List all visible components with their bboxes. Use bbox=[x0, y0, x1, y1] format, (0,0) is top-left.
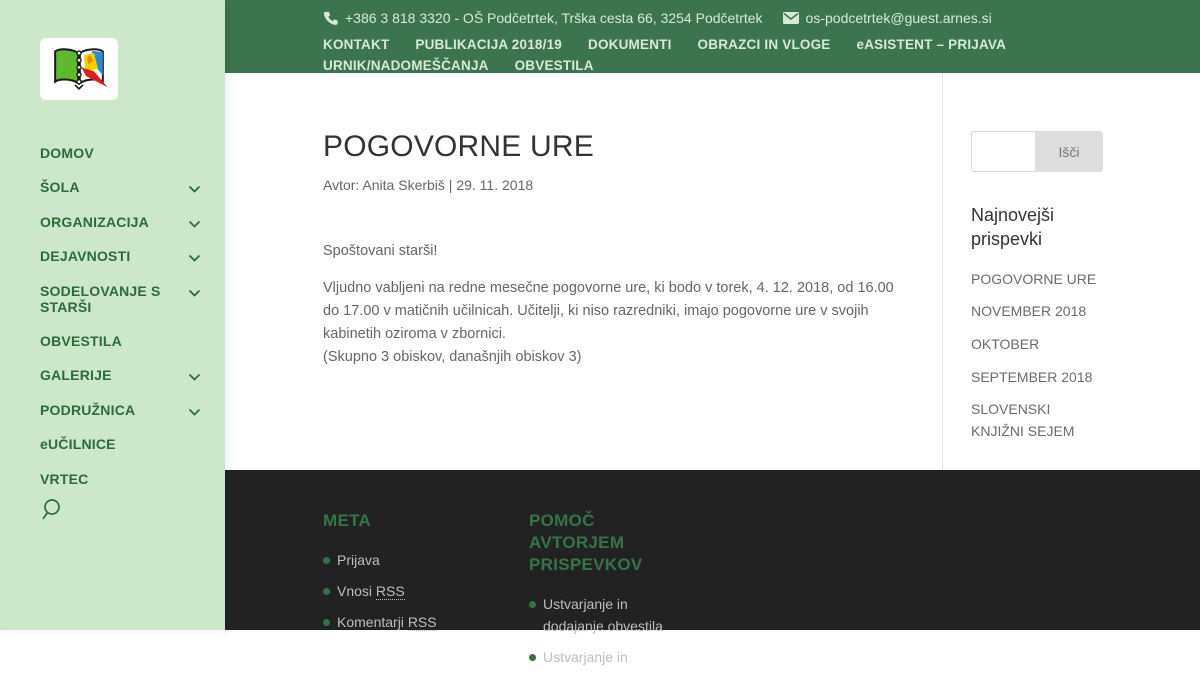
sidebar bbox=[0, 0, 225, 630]
recent-post-link[interactable]: POGOVORNE URE bbox=[971, 270, 1097, 287]
list-item bbox=[529, 593, 692, 637]
content-area bbox=[225, 73, 1200, 470]
recent-posts-list bbox=[971, 269, 1103, 443]
top-menu-urnik-nadomescanja[interactable]: URNIK/NADOMEŠČANJA bbox=[323, 58, 489, 73]
chevron-down-icon bbox=[188, 370, 201, 385]
phone-contact bbox=[323, 10, 763, 26]
footer-meta-list bbox=[323, 549, 486, 633]
school-logo[interactable] bbox=[40, 38, 118, 100]
sidebar-item-vrtec[interactable]: VRTEC bbox=[40, 470, 89, 487]
top-menu-dokumenti[interactable]: DOKUMENTI bbox=[588, 37, 672, 52]
list-item bbox=[971, 269, 1103, 291]
recent-post-link[interactable]: OKTOBER bbox=[971, 335, 1040, 352]
contact-row bbox=[323, 7, 1103, 29]
sidebar-item-sodelovanje-s-starsi[interactable]: SODELOVANJE S STARŠI bbox=[0, 274, 225, 324]
email-text: os-podcetrtek@guest.arnes.si bbox=[805, 10, 992, 26]
phone-text: +386 3 818 3320 - OŠ Podčetrtek, Trška cesta 66, 3254 Podčetrtek bbox=[345, 10, 763, 26]
list-item bbox=[971, 301, 1103, 323]
footer-meta-widget bbox=[323, 510, 486, 677]
chevron-down-icon bbox=[188, 182, 201, 197]
recent-post-link[interactable]: SEPTEMBER 2018 bbox=[971, 368, 1093, 385]
list-item bbox=[971, 399, 1103, 442]
secondary-menu bbox=[323, 34, 1103, 76]
post-article bbox=[323, 73, 943, 470]
recent-post-link[interactable]: SLOVENSKI KNJIŽNI SEJEM bbox=[971, 401, 1075, 440]
list-item bbox=[529, 646, 692, 668]
post-paragraph: (Skupno 3 obiskov, današnjih obiskov 3) bbox=[323, 349, 582, 365]
footer bbox=[225, 470, 1200, 666]
list-item bbox=[971, 367, 1103, 389]
top-menu-publikacija[interactable]: PUBLIKACIJA 2018/19 bbox=[415, 37, 562, 52]
search-form bbox=[971, 131, 1103, 172]
post-paragraph: Vljudno vabljeni na redne mesečne pogovorne ure, ki bodo v torek, 4. 12. 2018, od 16.00 do 17.00 v matičnih učilnicah. Učitelji, ki niso razredniki, imajo pogovorne ure v svojih kabinetih oziroma v zbornici. bbox=[323, 280, 894, 342]
top-menu-obvestila[interactable]: OBVESTILA bbox=[514, 58, 594, 73]
list-item bbox=[323, 611, 486, 633]
page-title: POGOVORNE URE bbox=[323, 130, 594, 163]
sidebar-item-dejavnosti[interactable]: DEJAVNOSTI bbox=[0, 239, 225, 273]
footer-link-ustvarjanje[interactable]: Ustvarjanje in bbox=[543, 649, 628, 666]
top-menu-obrazci-in-vloge[interactable]: OBRAZCI IN VLOGE bbox=[697, 37, 831, 52]
recent-posts-title: Najnovejši prispevki bbox=[971, 205, 1055, 250]
main-area bbox=[225, 0, 1200, 666]
sidebar-item-obvestila[interactable]: OBVESTILA bbox=[40, 333, 122, 350]
top-header bbox=[225, 0, 1200, 73]
open-book-logo-icon bbox=[48, 45, 110, 93]
footer-help-widget bbox=[529, 510, 692, 677]
footer-link-ustvarjanje-obvestila[interactable]: Ustvarjanje in dodajanje obvestila bbox=[543, 596, 663, 635]
chevron-down-icon bbox=[188, 217, 201, 232]
email-link[interactable] bbox=[783, 10, 992, 26]
rss-abbr: RSS bbox=[407, 614, 437, 631]
post-body bbox=[323, 240, 902, 369]
sidebar-item-eucilnice[interactable]: eUČILNICE bbox=[40, 436, 116, 453]
recent-post-link[interactable]: NOVEMBER 2018 bbox=[971, 303, 1087, 320]
search-button[interactable]: Išči bbox=[1035, 131, 1103, 172]
search-input[interactable] bbox=[971, 131, 1035, 172]
chevron-down-icon bbox=[188, 251, 201, 266]
search-icon bbox=[40, 497, 64, 523]
sidebar-item-organizacija[interactable]: ORGANIZACIJA bbox=[0, 205, 225, 239]
top-menu-kontakt[interactable]: KONTAKT bbox=[323, 37, 390, 52]
sidebar-nav bbox=[0, 136, 225, 496]
footer-meta-title: META bbox=[323, 511, 372, 530]
footer-link-komentarji-rss[interactable]: Komentarji RSS bbox=[337, 614, 437, 631]
envelope-icon bbox=[783, 12, 799, 24]
chevron-down-icon bbox=[188, 405, 201, 420]
phone-icon bbox=[323, 11, 338, 26]
footer-help-title: POMOČ AVTORJEM PRISPEVKOV bbox=[529, 511, 643, 575]
sidebar-item-domov[interactable]: DOMOV bbox=[40, 145, 94, 161]
sidebar-item-galerije[interactable]: GALERIJE bbox=[0, 358, 225, 392]
chevron-down-icon bbox=[188, 286, 201, 301]
list-item bbox=[971, 334, 1103, 356]
right-sidebar bbox=[943, 73, 1103, 470]
footer-link-prijava[interactable]: Prijava bbox=[337, 552, 380, 569]
rss-abbr: RSS bbox=[375, 583, 405, 600]
list-item bbox=[323, 549, 486, 571]
sidebar-item-sola[interactable]: ŠOLA bbox=[0, 170, 225, 204]
post-meta: Avtor: Anita Skerbiš | 29. 11. 2018 bbox=[323, 177, 534, 193]
footer-help-list bbox=[529, 593, 692, 668]
list-item bbox=[323, 580, 486, 602]
sidebar-item-podruznica[interactable]: PODRUŽNICA bbox=[0, 393, 225, 427]
sidebar-search-toggle[interactable] bbox=[40, 497, 66, 525]
post-paragraph: Spoštovani starši! bbox=[323, 243, 438, 259]
top-menu-easistent-prijava[interactable]: eASISTENT – PRIJAVA bbox=[856, 37, 1007, 52]
footer-link-vnosi-rss[interactable]: Vnosi RSS bbox=[337, 583, 405, 600]
